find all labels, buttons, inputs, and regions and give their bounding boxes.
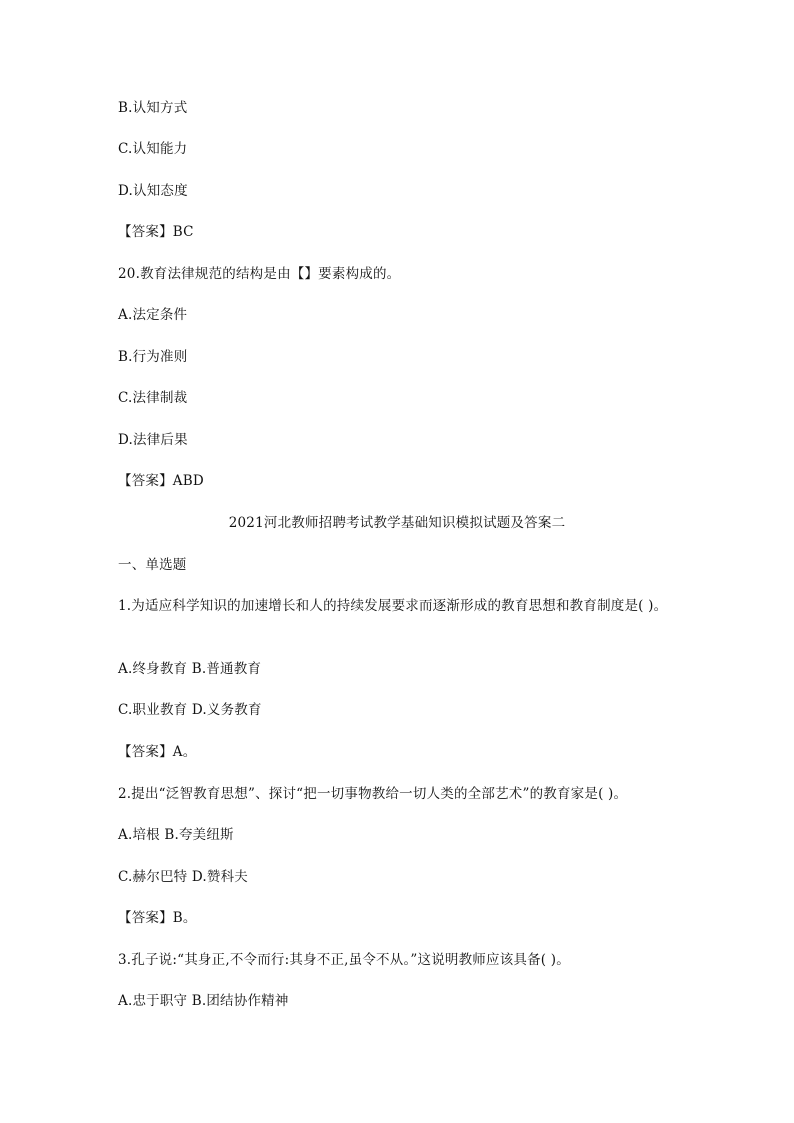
q3-options-ab: A.忠于职守 B.团结协作精神	[118, 993, 289, 1009]
option-d-legal-consequences: D.法律后果	[118, 432, 188, 448]
q2-options-ab: A.培根 B.夸美纽斯	[118, 827, 234, 843]
option-b-cognitive-style: B.认知方式	[118, 100, 188, 116]
q2-options-cd: C.赫尔巴特 D.赞科夫	[118, 869, 248, 885]
option-c-legal-sanctions: C.法律制裁	[118, 390, 188, 406]
question-3: 3.孔子说:“其身正,不令而行:其身不正,虽令不从。”这说明教师应该具备( )。	[118, 952, 570, 968]
section-title: 2021河北教师招聘考试教学基础知识模拟试题及答案二	[228, 515, 566, 531]
question-20: 20.教育法律规范的结构是由【】要素构成的。	[118, 266, 401, 282]
option-a-legal-conditions: A.法定条件	[118, 307, 188, 323]
answer-q20: 【答案】ABD	[118, 473, 204, 489]
q1-options-cd: C.职业教育 D.义务教育	[118, 702, 262, 718]
question-1: 1.为适应科学知识的加速增长和人的持续发展要求而逐渐形成的教育思想和教育制度是( )。	[118, 598, 668, 614]
question-2: 2.提出“泛智教育思想”、探讨“把一切事物教给一切人类的全部艺术”的教育家是( )。	[118, 786, 628, 802]
q1-options-ab: A.终身教育 B.普通教育	[118, 661, 262, 677]
answer-q2: 【答案】B。	[118, 910, 197, 926]
option-c-cognitive-ability: C.认知能力	[118, 141, 188, 157]
answer-q1: 【答案】A。	[118, 744, 197, 760]
option-b-behavior-rules: B.行为准则	[118, 349, 188, 365]
answer-q19: 【答案】BC	[118, 224, 194, 240]
section-heading-single-choice: 一、单选题	[118, 557, 187, 573]
option-d-cognitive-attitude: D.认知态度	[118, 183, 188, 199]
